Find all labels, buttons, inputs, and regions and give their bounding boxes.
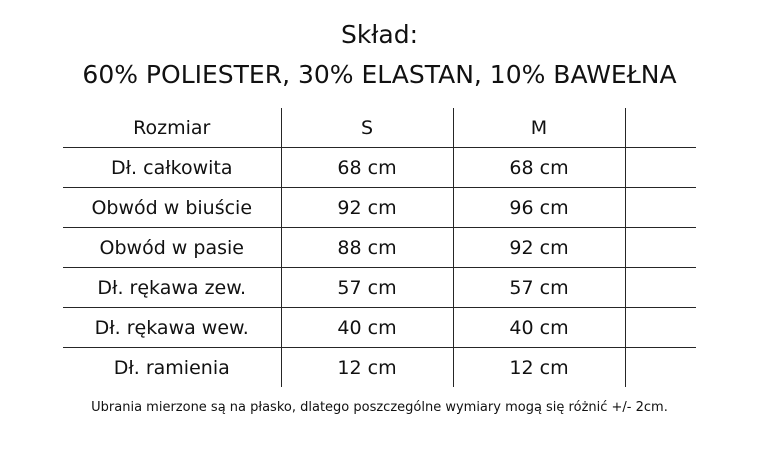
row-value-empty (625, 188, 696, 228)
table-row (63, 148, 696, 188)
row-value-empty (625, 228, 696, 268)
table-row (63, 348, 696, 388)
size-table (63, 108, 696, 387)
row-value-s: 68 cm (281, 148, 453, 188)
row-label: Obwód w pasie (63, 228, 281, 268)
row-label: Dł. rękawa wew. (63, 308, 281, 348)
header-cell-empty (625, 108, 696, 148)
row-value-empty (625, 148, 696, 188)
composition-title: Skład: (340, 20, 419, 49)
composition-details: 60% POLIESTER, 30% ELASTAN, 10% BAWEŁNA (82, 60, 677, 89)
row-value-s: 57 cm (281, 268, 453, 308)
row-value-s: 88 cm (281, 228, 453, 268)
table-header-row (63, 108, 696, 148)
row-value-s: 12 cm (281, 348, 453, 388)
row-value-m: 68 cm (453, 148, 625, 188)
row-label: Dł. całkowita (63, 148, 281, 188)
heading-block (0, 0, 759, 92)
row-label: Dł. ramienia (63, 348, 281, 388)
measurement-footnote: Ubrania mierzone są na płasko, dlatego poszczególne wymiary mogą się różnić +/- 2cm. (91, 400, 668, 415)
row-label: Obwód w biuście (63, 188, 281, 228)
size-table-wrap (0, 108, 759, 387)
table-row (63, 268, 696, 308)
header-cell-size: Rozmiar (63, 108, 281, 148)
row-value-m: 57 cm (453, 268, 625, 308)
table-row (63, 188, 696, 228)
row-value-m: 92 cm (453, 228, 625, 268)
table-row (63, 308, 696, 348)
row-value-m: 96 cm (453, 188, 625, 228)
row-value-m: 40 cm (453, 308, 625, 348)
row-value-empty (625, 348, 696, 388)
row-value-s: 40 cm (281, 308, 453, 348)
row-value-s: 92 cm (281, 188, 453, 228)
row-value-empty (625, 268, 696, 308)
row-value-empty (625, 308, 696, 348)
header-cell-m: M (453, 108, 625, 148)
header-cell-s: S (281, 108, 453, 148)
table-row (63, 228, 696, 268)
row-value-m: 12 cm (453, 348, 625, 388)
row-label: Dł. rękawa zew. (63, 268, 281, 308)
